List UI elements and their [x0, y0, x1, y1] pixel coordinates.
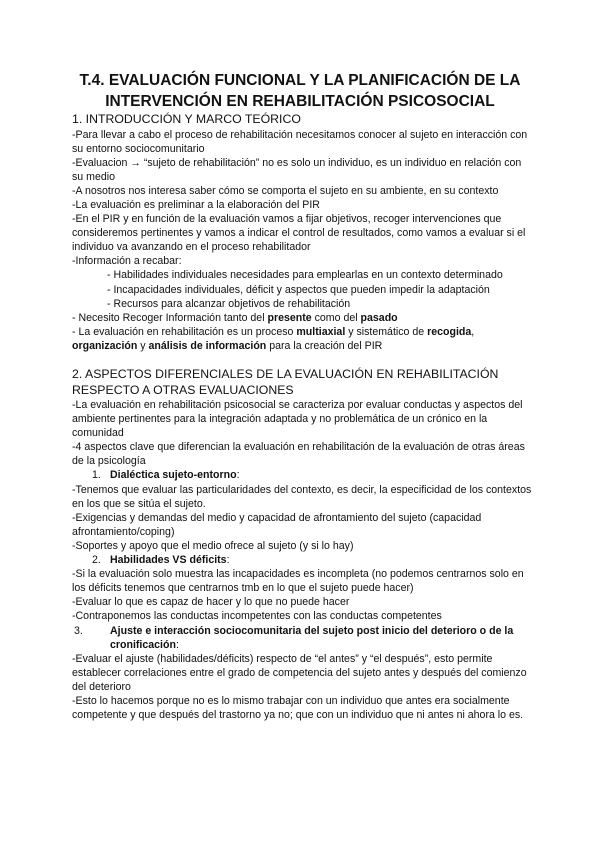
- item-label: Habilidades VS déficits: [110, 554, 227, 567]
- item-number: 1.: [92, 469, 101, 482]
- text: y: [137, 339, 149, 352]
- paragraph: -La evaluación es preliminar a la elaboración del PIR: [72, 198, 320, 211]
- section-2-heading: 2. ASPECTOS DIFERENCIALES DE LA EVALUACIÓN EN REHABILITACIÓN RESPECTO A OTRAS EVALUACIONES: [72, 367, 499, 397]
- text: y sistemático de: [345, 325, 428, 338]
- text: como del: [311, 311, 361, 324]
- paragraph: -Soportes y apoyo que el medio ofrece al sujeto (y si lo hay): [72, 539, 354, 552]
- section-gap: [72, 353, 532, 367]
- paragraph: -En el PIR y en función de la evaluación vamos a fijar objetivos, recoger intervenciones que consideremos pertinentes y vamos a indicar el control de resultados, como vamos a evaluar si el individuo va avanzando en el proceso rehabilitador: [72, 213, 526, 254]
- item-number: 2.: [92, 554, 101, 567]
- paragraph: -La evaluación en rehabilitación psicosocial se caracteriza por evaluar conductas y aspectos del ambiente pertinentes para la integración adaptada y no problemática de un crónico en la comunidad: [72, 399, 523, 440]
- item-label: Ajuste e interacción sociocomunitaria del sujeto post inicio del deterioro o de la cronificación: [110, 624, 514, 651]
- text: :: [226, 554, 230, 567]
- numbered-item-1: [72, 468, 532, 482]
- paragraph: -A nosotros nos interesa saber cómo se comporta el sujeto en su ambiente, en su contexto: [72, 184, 499, 197]
- paragraph: -Evaluacion → “sujeto de rehabilitación” no es solo un individuo, es un individuo en relación con su medio: [72, 156, 522, 183]
- text: :: [236, 469, 240, 482]
- paragraph: -Evaluar lo que es capaz de hacer y lo que no puede hacer: [72, 596, 350, 609]
- sub-bullet: - Habilidades individuales necesidades para emplearlas en un contexto determinado: [107, 269, 503, 282]
- paragraph: [72, 325, 532, 353]
- sub-bullet: - Incapacidades individuales, déficit y aspectos que pueden impedir la adaptación: [107, 283, 490, 296]
- numbered-item-3: [72, 624, 532, 652]
- bold-text: organización: [72, 339, 138, 352]
- text: :: [175, 638, 179, 651]
- text: ,: [471, 325, 475, 338]
- paragraph: -Para llevar a cabo el proceso de rehabilitación necesitamos conocer al sujeto en interacción con su entorno sociocomunitario: [72, 128, 528, 155]
- document-title: [60, 70, 540, 112]
- paragraph: -Tenemos que evaluar las particularidades del contexto, es decir, la especificidad de los contextos en los que se sitúa el sujeto.: [72, 483, 532, 510]
- text: - La evaluación en rehabilitación es un proceso: [72, 325, 297, 338]
- paragraph: -Esto lo hacemos porque no es lo mismo trabajar con un individuo que antes era socialmente competente y que después del trastorno ya no; que con un individuo que ni antes ni ahora lo es.: [72, 694, 524, 722]
- bold-text: análisis de información: [148, 339, 267, 352]
- paragraph: [72, 311, 532, 325]
- bold-text: pasado: [360, 311, 398, 324]
- section-1-heading: 1. INTRODUCCIÓN Y MARCO TEÓRICO: [72, 112, 301, 126]
- paragraph: -Información a recabar:: [72, 255, 182, 268]
- text: para la creación del PIR: [266, 339, 383, 352]
- paragraph: -4 aspectos clave que diferencian la evaluación en rehabilitación de la evaluación de otras áreas de la psicología: [72, 441, 525, 468]
- paragraph: -Si la evaluación solo muestra las incapacidades es incompleta (no podemos centrarnos solo en los déficits tenemos que centrarnos tmb en lo que el sujeto puede hacer): [72, 568, 524, 595]
- sub-bullet: - Recursos para alcanzar objetivos de rehabilitación: [107, 297, 351, 310]
- item-number: 3.: [74, 624, 83, 637]
- paragraph: -Exigencias y demandas del medio y capacidad de afrontamiento del sujeto (capacidad afrontamiento/coping): [72, 511, 482, 538]
- title-line-1: T.4. EVALUACIÓN FUNCIONAL Y LA PLANIFICACIÓN DE LA: [79, 72, 521, 89]
- title-line-2: INTERVENCIÓN EN REHABILITACIÓN PSICOSOCIAL: [105, 93, 495, 110]
- document-body: [72, 112, 532, 722]
- paragraph: -Contraponemos las conductas incompetentes con las conductas competentes: [72, 610, 442, 623]
- text: - Necesito Recoger Información tanto del: [72, 311, 268, 324]
- bold-text: presente: [267, 311, 312, 324]
- bold-text: multiaxial: [296, 325, 346, 338]
- numbered-item-2: [72, 553, 532, 567]
- paragraph: -Evaluar el ajuste (habilidades/déficits) respecto de “el antes” y “el después”, esto permite establecer correlaciones entre el grado de competencia del sujeto antes y después del comienzo del deterioro: [72, 652, 527, 693]
- bold-text: recogida: [427, 325, 472, 338]
- item-label: Dialéctica sujeto-entorno: [110, 469, 237, 482]
